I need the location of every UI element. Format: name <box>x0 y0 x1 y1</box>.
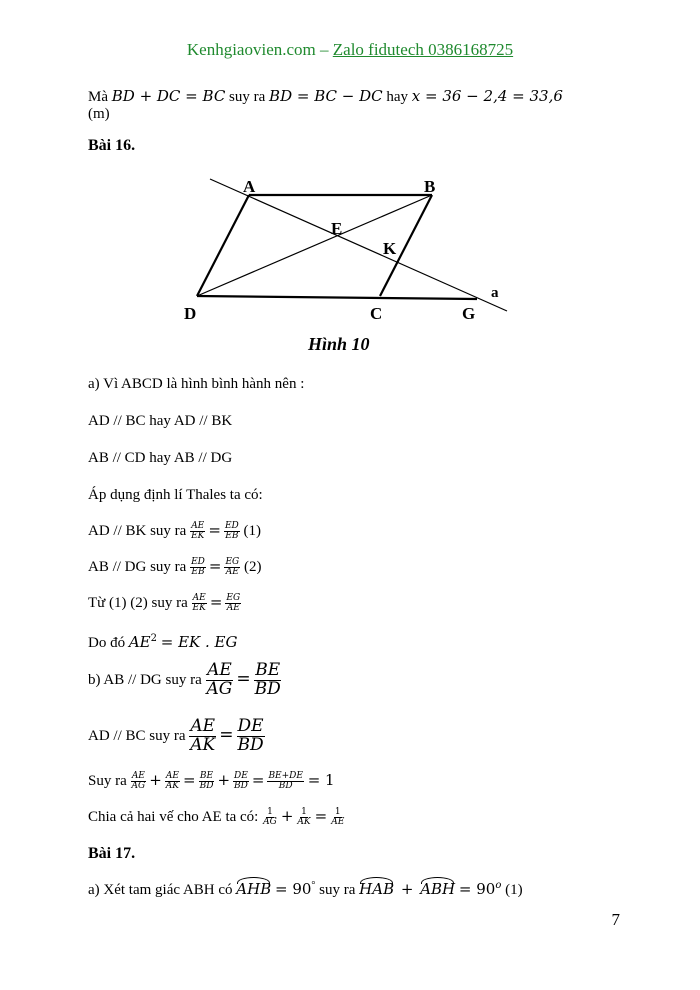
label-k: K <box>383 239 397 258</box>
line-a <box>210 179 507 311</box>
part-a-parallel-2: AB // CD hay AB // DG <box>88 450 233 466</box>
text-hay: hay <box>386 89 409 105</box>
header-separator: – <box>320 40 329 59</box>
label-b: B <box>424 177 436 196</box>
part-a-intro: a) Vì ABCD là hình bình hành nên : <box>88 376 305 392</box>
bai17-title: Bài 17. <box>88 845 136 862</box>
part-a-parallel-1: AD // BC hay AD // BK <box>88 413 233 429</box>
header-contact: Zalo fidutech 0386168725 <box>332 40 514 59</box>
page-number: 7 <box>611 910 620 929</box>
segment-db <box>197 195 432 296</box>
text-ma: Mà <box>88 89 108 105</box>
bai16-title: Bài 16. <box>88 137 136 154</box>
label-e: E <box>331 219 343 238</box>
bai17-part-a: a) Xét tam giác ABH có AHB = 90° suy ra HAB + ABH = $90^o$ (1) <box>88 880 523 898</box>
text-suy-ra: suy ra <box>229 89 266 105</box>
part-b-relation-3: Suy ra $\frac{AE}{AG}$ + $\frac{AE}{AK}$ = $\frac{BE}{BD}$ + $\frac{DE}{BD}$ = $\frac{BE+DE}{BD}$ = 1 <box>88 770 335 792</box>
expr-bd-bc-dc: BD = BC − DC <box>269 87 383 105</box>
relation-4: Do đó $AE^2$ = EK . EG <box>88 633 238 651</box>
page-header <box>0 40 700 60</box>
part-b-relation-1: b) AB // DG suy ra $\frac{AE}{AG}$ = $\frac{BE}{BD}$ <box>88 660 281 699</box>
figure-caption: Hình 10 <box>308 334 370 354</box>
angle-abh: ABH <box>420 880 456 898</box>
label-c: C <box>370 304 383 323</box>
label-a: A <box>243 177 256 196</box>
segment-dg <box>197 296 477 299</box>
unit-m: (m) <box>88 106 110 122</box>
part-b-relation-2: AD // BC suy ra $\frac{AE}{AK}$ = $\frac{DE}{BD}$ <box>88 716 264 755</box>
relation-1: AD // BK suy ra $\frac{AE}{EK}$ = $\frac{ED}{EB}$ (1) <box>88 520 261 542</box>
label-line-a: a <box>491 285 499 301</box>
relation-2: AB // DG suy ra $\frac{ED}{EB}$ = $\frac{EG}{AE}$ (2) <box>88 556 262 578</box>
part-b-relation-4: Chia cả hai vế cho AE ta có: $\frac{1}{AG}$ + $\frac{1}{AK}$ = $\frac{1}{AE}$ <box>88 806 345 828</box>
part-a-thales: Áp dụng định lí Thales ta có: <box>88 487 263 503</box>
angle-ahb: AHB <box>236 880 272 898</box>
label-g: G <box>462 304 476 323</box>
expr-x-value: x = 36 − 2,4 = 33,6 <box>411 87 563 105</box>
bai15-conclusion-line <box>88 87 563 106</box>
angle-hab: HAB <box>359 880 395 898</box>
header-site: Kenhgiaovien.com <box>186 40 316 59</box>
segment-ad <box>197 195 249 296</box>
relation-3: Từ (1) (2) suy ra $\frac{AE}{EK}$ = $\frac{EG}{AE}$ <box>88 592 241 614</box>
figure-hinh-10 <box>180 168 520 358</box>
expr-bd-dc: BD + DC = BC <box>111 87 226 105</box>
label-d: D <box>184 304 197 323</box>
